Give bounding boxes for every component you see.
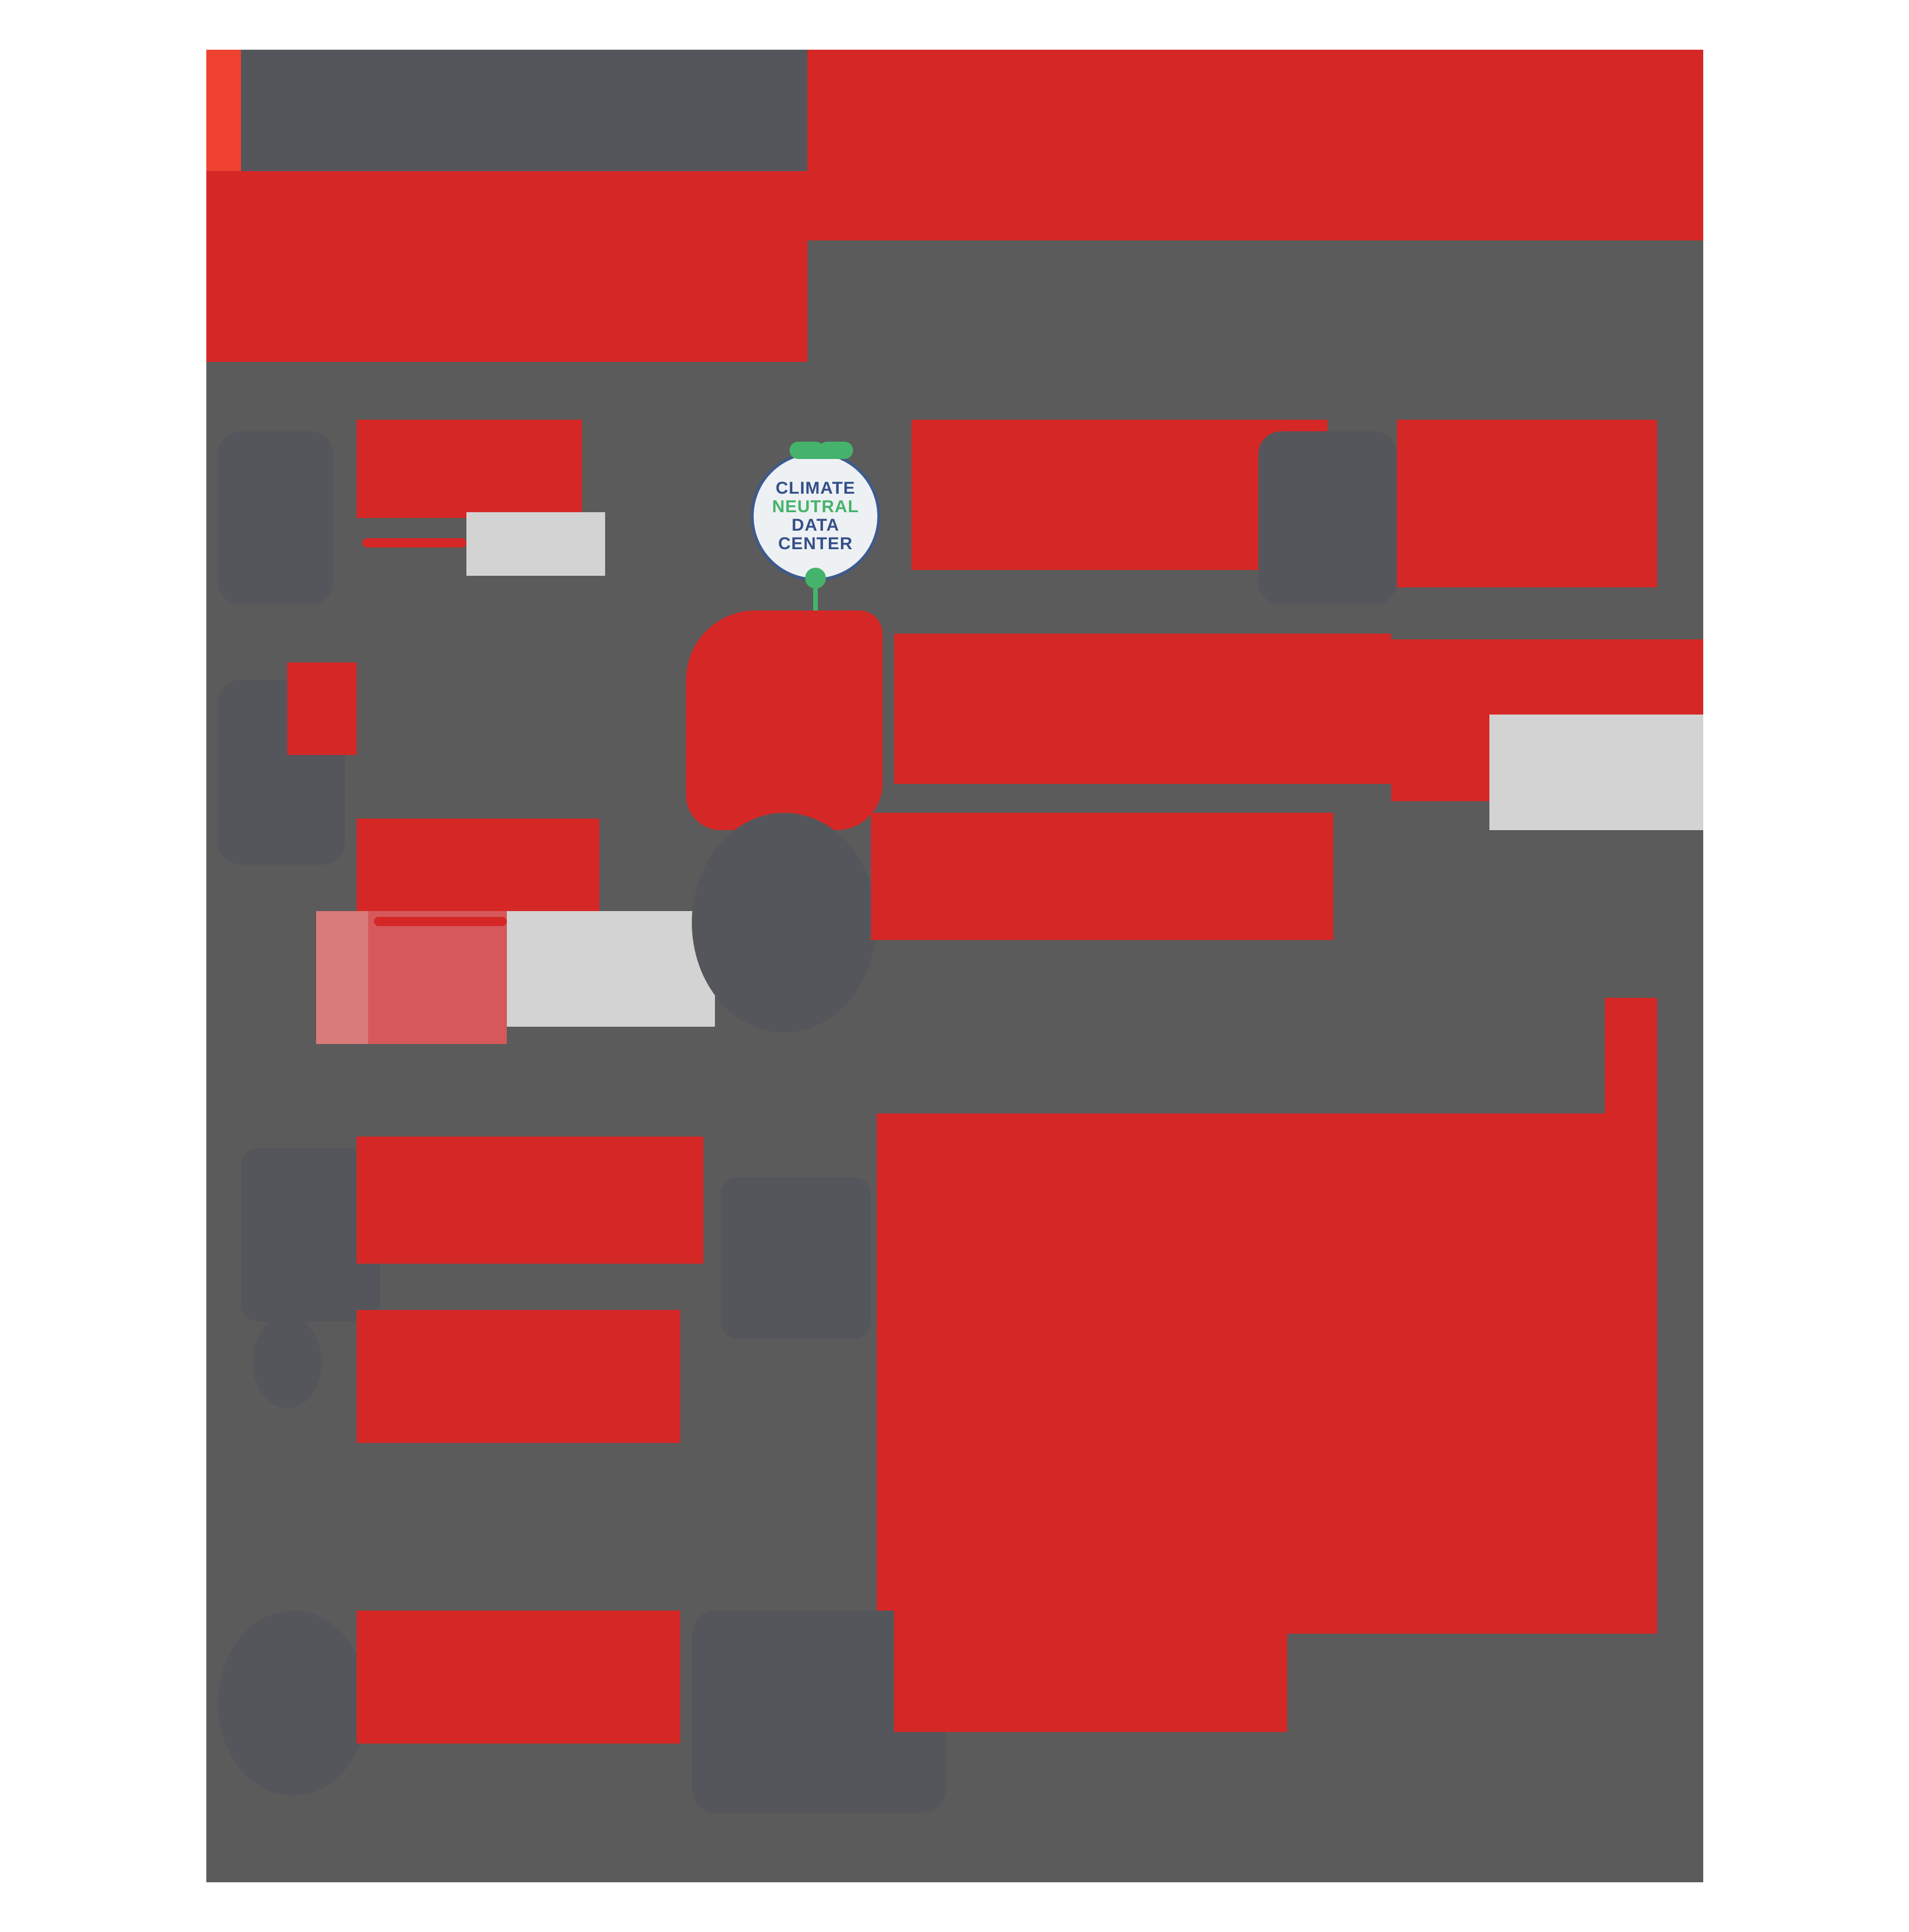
stat-icon-4-accent [287,662,357,755]
logo-wordmark-block [241,50,807,171]
person-icon [253,1316,322,1408]
badge-line-2: NEUTRAL [772,497,859,516]
stat-value-9 [357,1137,703,1264]
stat-icon-12 [218,1611,368,1796]
badge-line-4: CENTER [778,534,853,553]
progress-bar-6 [1432,778,1489,787]
map-shape [686,610,883,830]
infographic-canvas [206,50,1703,1882]
progress-track-6 [1489,715,1703,830]
badge-line-3: DATA [791,516,840,535]
progress-track-1 [466,512,605,576]
progress-fill-7b [368,911,507,1044]
stat-icon-11 [721,1177,871,1339]
stat-value-3 [1397,420,1657,587]
progress-bar-1 [362,538,466,547]
progress-fill-7a [316,911,368,1044]
header-band [807,50,1703,240]
climate-neutral-badge [751,451,880,581]
stat-value-5 [894,634,1391,784]
feature-accent [1605,998,1657,1634]
stat-icon-1 [218,431,333,605]
stat-icon-3 [1258,431,1397,605]
leaf-icon [818,442,853,459]
stat-value-1 [357,420,582,518]
stat-value-8 [871,813,1333,940]
stat-value-10 [357,1310,680,1443]
feature-panel [877,1113,1628,1634]
progress-bar-7 [374,917,507,926]
badge-line-1: CLIMATE [775,479,856,498]
stat-icon-8 [692,813,877,1032]
stat-value-13 [894,1605,1287,1732]
progress-track-7 [507,911,715,1027]
logo-mark [206,50,241,171]
title-band [206,171,807,362]
stat-value-12 [357,1611,680,1744]
